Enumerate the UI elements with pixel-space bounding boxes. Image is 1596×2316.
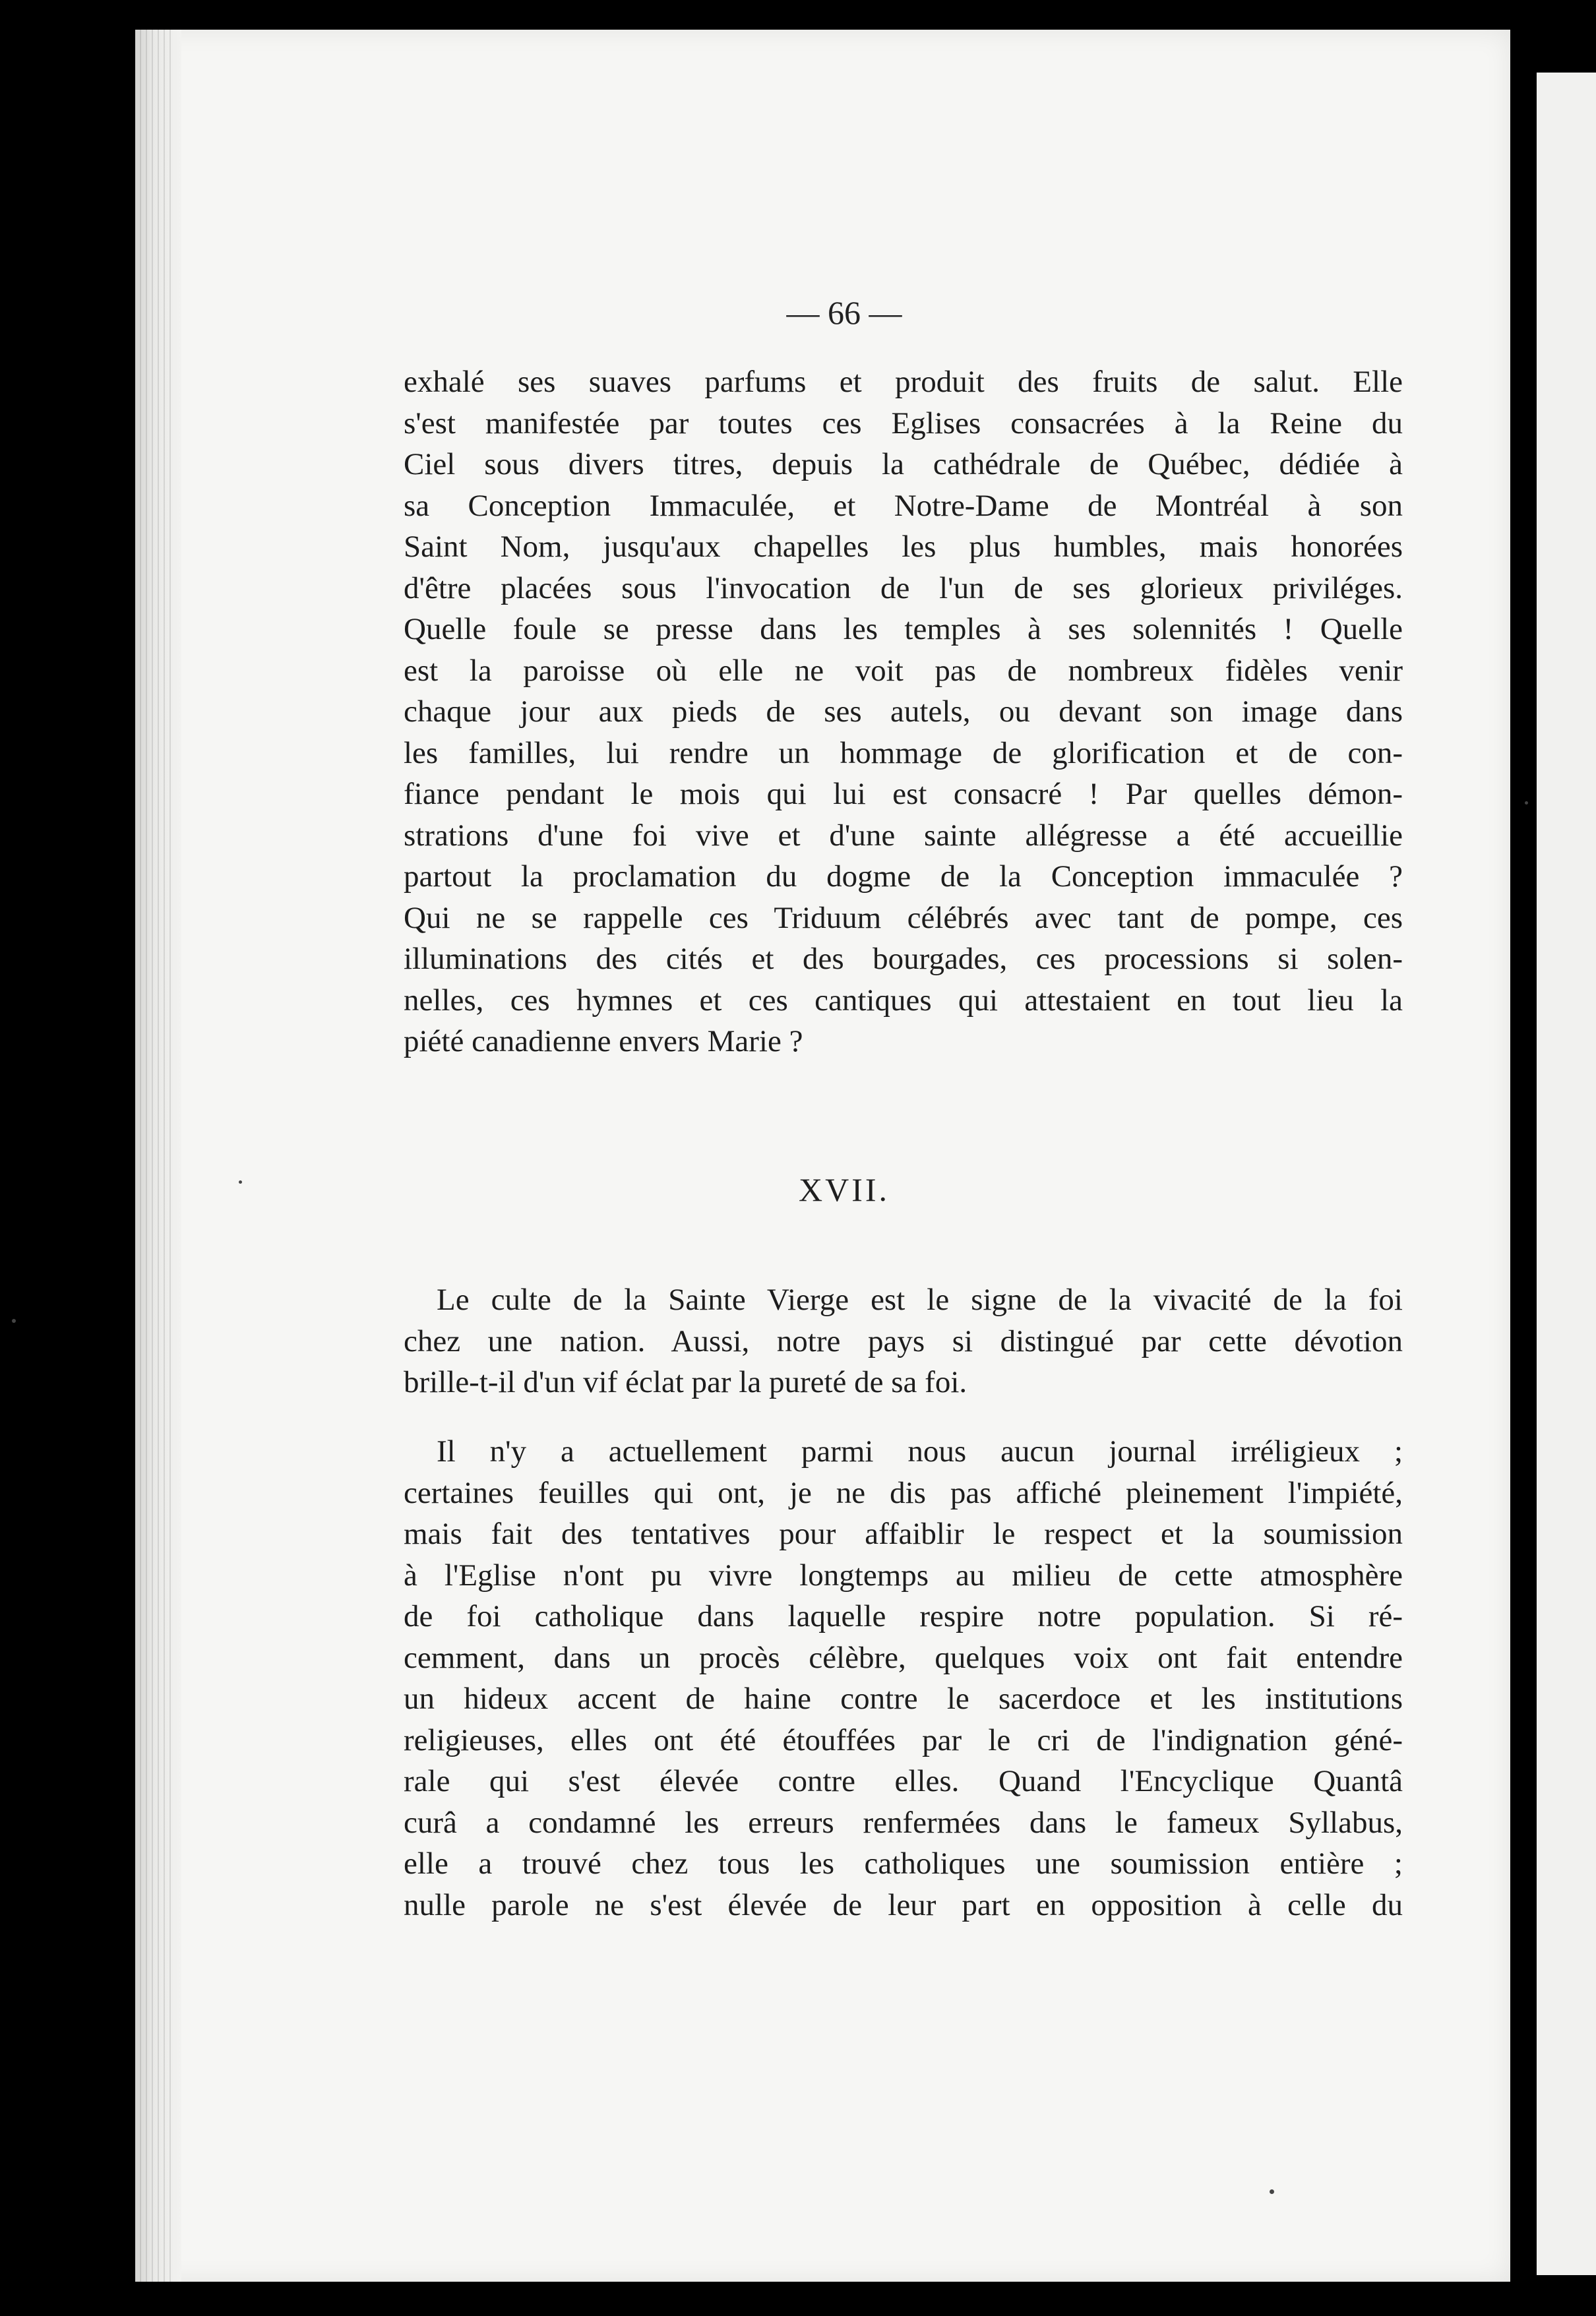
paragraph-2 (404, 1279, 1403, 1403)
scan-speck (12, 1319, 16, 1323)
text-line: curâ a condamné les erreurs renfermées dans le fameux Syllabus, (404, 1805, 1403, 1840)
text-line: certaines feuilles qui ont, je ne dis pas affiché pleinement l'impiété, (404, 1475, 1403, 1510)
scan-speck (1270, 2189, 1274, 2194)
text-line: s'est manifestée par toutes ces Eglises consacrées à la Reine du (404, 406, 1403, 441)
text-line: Saint Nom, jusqu'aux chapelles les plus humbles, mais honorées (404, 530, 1403, 564)
page-stack-edges (140, 30, 173, 2282)
text-line: piété canadienne envers Marie ? (404, 1024, 803, 1058)
scan-speck (239, 1180, 242, 1184)
facing-page-edge (1537, 73, 1596, 2275)
text-line: rale qui s'est élevée contre elles. Quand l'Encyclique Quantâ (404, 1764, 1403, 1798)
text-line: est la paroisse où elle ne voit pas de nombreux fidèles venir (404, 653, 1403, 688)
text-line: partout la proclamation du dogme de la Conception immaculée ? (404, 859, 1403, 894)
text-line: Qui ne se rappelle ces Triduum célébrés avec tant de pompe, ces (404, 900, 1403, 935)
text-line: sa Conception Immaculée, et Notre-Dame de Montréal à son (404, 488, 1403, 523)
text-line: de foi catholique dans laquelle respire notre population. Si ré- (404, 1599, 1403, 1633)
paragraph-1 (404, 361, 1403, 1062)
text-line: Quelle foule se presse dans les temples à ses solennités ! Quelle (404, 612, 1403, 646)
text-line: illuminations des cités et des bourgades, ces processions si solen- (404, 942, 1403, 976)
text-line: chaque jour aux pieds de ses autels, ou devant son image dans (404, 694, 1403, 729)
text-line: Ciel sous divers titres, depuis la cathédrale de Québec, dédiée à (404, 447, 1403, 481)
paragraph-3 (404, 1431, 1403, 1926)
text-line: nelles, ces hymnes et ces cantiques qui attestaient en tout lieu la (404, 983, 1403, 1018)
text-line: nulle parole ne s'est élevée de leur part en opposition à celle du (404, 1887, 1403, 1922)
book-gutter (1510, 30, 1537, 2282)
text-line: elle a trouvé chez tous les catholiques une soumission entière ; (404, 1846, 1403, 1881)
text-line: les familles, lui rendre un hommage de glorification et de con- (404, 735, 1403, 770)
text-line: mais fait des tentatives pour affaiblir le respect et la soumission (404, 1517, 1403, 1551)
text-line: Le culte de la Sainte Vierge est le signe de la vivacité de la foi (437, 1283, 1403, 1317)
text-line: fiance pendant le mois qui lui est consacré ! Par quelles démon- (404, 777, 1403, 811)
text-line: à l'Eglise n'ont pu vivre longtemps au milieu de cette atmosphère (404, 1558, 1403, 1593)
text-line: un hideux accent de haine contre le sacerdoce et les institutions (404, 1682, 1403, 1716)
page-number: — 66 — (786, 294, 902, 331)
text-line: chez une nation. Aussi, notre pays si distingué par cette dévotion (404, 1324, 1403, 1358)
text-line: Il n'y a actuellement parmi nous aucun journal irréligieux ; (437, 1434, 1403, 1469)
text-line: cemment, dans un procès célèbre, quelques voix ont fait entendre (404, 1640, 1403, 1675)
text-line: strations d'une foi vive et d'une sainte allégresse a été accueillie (404, 818, 1403, 853)
text-line: brille-t-il d'un vif éclat par la pureté de sa foi. (404, 1365, 967, 1399)
section-heading: XVII. (798, 1171, 890, 1208)
text-line: exhalé ses suaves parfums et produit des fruits de salut. Elle (404, 365, 1403, 399)
scan-speck (1525, 801, 1528, 805)
text-line: d'être placées sous l'invocation de l'un de ses glorieux priviléges. (404, 570, 1403, 605)
text-line: religieuses, elles ont été étouffées par le cri de l'indignation géné- (404, 1722, 1403, 1757)
